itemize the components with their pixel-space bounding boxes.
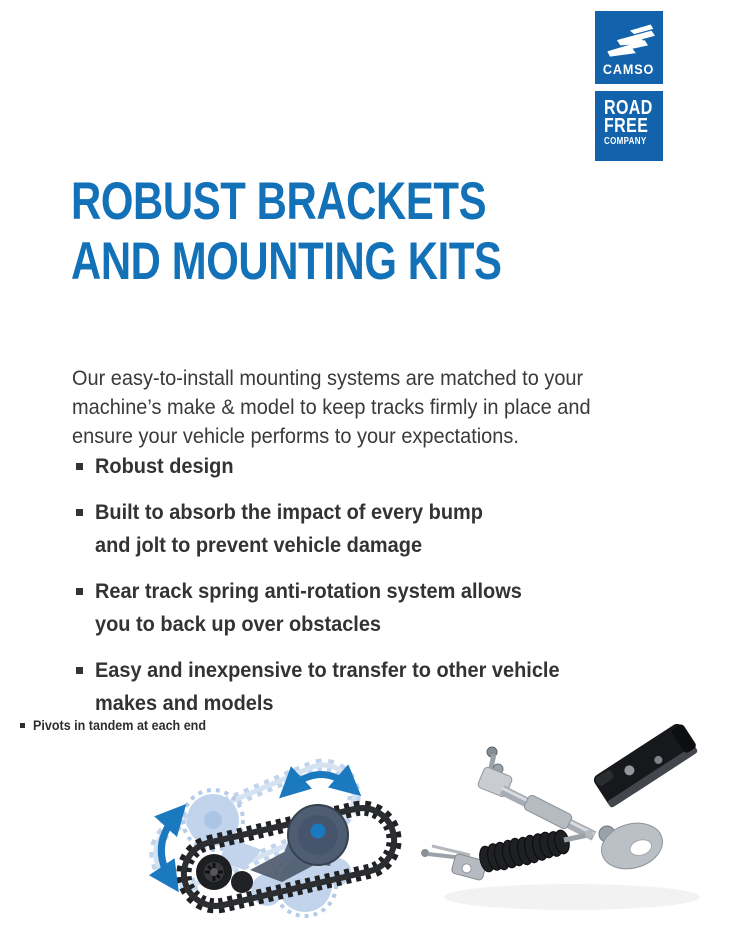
page-title-line: ROBUST BRACKETS: [71, 172, 487, 231]
list-item: [76, 575, 584, 641]
bullet-square-icon: [76, 588, 83, 595]
intro-line: Our easy-to-install mounting systems are matched to your: [72, 367, 584, 390]
list-item: [76, 654, 584, 720]
camso-wordmark: CAMSO: [603, 61, 655, 77]
camso-swoosh-icon: [603, 22, 655, 60]
intro-line: machine’s make & model to keep tracks firmly in place and: [72, 396, 591, 419]
track-system-pivot-illustration: [132, 742, 412, 942]
figure-caption: [20, 718, 219, 733]
mounting-bracket-kit-photo: [412, 712, 734, 944]
list-item: [76, 450, 584, 483]
camso-logo: [595, 11, 663, 84]
list-item-text: Robust design: [95, 455, 234, 478]
feature-list: [76, 450, 584, 733]
bullet-square-icon: [76, 463, 83, 470]
bullet-square-icon: [20, 723, 25, 728]
road-free-line: ROAD: [604, 97, 653, 119]
list-item-text: Rear track spring anti-rotation system allows: [95, 580, 522, 603]
list-item-text: you to back up over obstacles: [95, 613, 382, 636]
list-item: [76, 496, 584, 562]
figure-caption-text: Pivots in tandem at each end: [33, 718, 207, 733]
page-title: [71, 172, 502, 292]
page-title-line: AND MOUNTING KITS: [71, 232, 502, 291]
intro-paragraph: [72, 364, 591, 451]
road-free-line: COMPANY: [604, 136, 647, 147]
list-item-text: and jolt to prevent vehicle damage: [95, 534, 423, 557]
list-item-text: Built to absorb the impact of every bump: [95, 501, 483, 524]
logo-stack: [595, 11, 663, 161]
road-free-company-logo: [595, 91, 663, 161]
bullet-square-icon: [76, 509, 83, 516]
bullet-square-icon: [76, 667, 83, 674]
list-item-text: makes and models: [95, 692, 274, 715]
intro-line: ensure your vehicle performs to your expectations.: [72, 425, 519, 448]
list-item-text: Easy and inexpensive to transfer to other vehicle: [95, 659, 560, 682]
road-free-line: FREE: [604, 114, 649, 137]
